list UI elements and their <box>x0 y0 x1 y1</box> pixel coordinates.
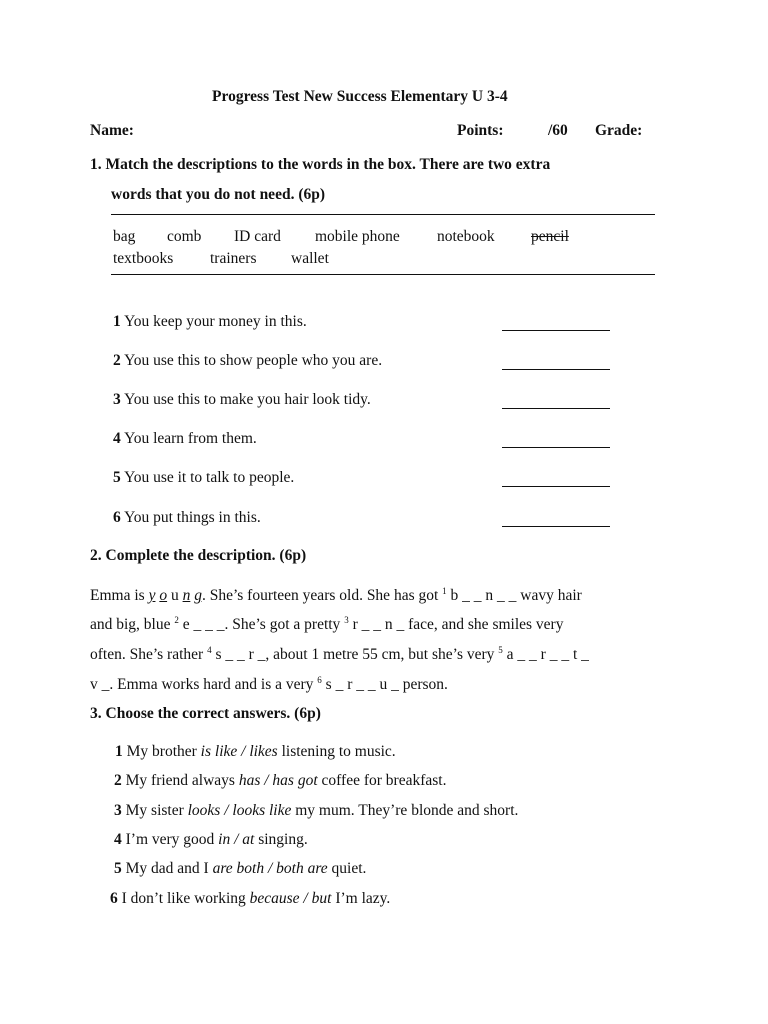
item-text: listening to music. <box>277 743 396 760</box>
item-number: 5 <box>113 469 121 486</box>
item-number: 1 <box>115 743 123 760</box>
item-text: quiet. <box>327 860 367 877</box>
answer-blank[interactable] <box>502 369 610 370</box>
example-letter: n <box>182 587 191 604</box>
item-text: my mum. They’re blonde and short. <box>291 802 519 819</box>
answer-options[interactable]: is like / likes <box>200 743 278 760</box>
ex3-item-6 <box>110 890 390 908</box>
ex3-item-4 <box>114 831 308 849</box>
item-number: 3 <box>114 802 122 819</box>
gap-number: 2 <box>174 615 179 625</box>
gap-4[interactable]: s _ _ r _, about 1 metre 55 cm, but she’s very <box>211 646 499 663</box>
item-text: You use this to show people who you are. <box>124 352 383 369</box>
item-text: coffee for breakfast. <box>317 772 447 789</box>
gap-2[interactable]: e _ _ _. She’s got a pretty <box>178 616 345 633</box>
word-box-top-rule <box>111 214 655 215</box>
answer-blank[interactable] <box>502 408 610 409</box>
ex3-item-3 <box>114 802 518 820</box>
item-number: 4 <box>114 831 122 848</box>
item-number: 4 <box>113 430 121 447</box>
example-letter: y <box>148 587 156 604</box>
gap-3[interactable]: r _ _ n _ face, and she smiles very <box>348 616 564 633</box>
ex2-line-4 <box>90 676 448 694</box>
item-number: 3 <box>113 391 121 408</box>
item-number: 6 <box>110 890 118 907</box>
text-segment: . She’s fourteen years old. She has got <box>201 587 443 604</box>
gap-number: 4 <box>207 645 212 655</box>
item-number: 5 <box>114 860 122 877</box>
example-letter: o <box>159 587 168 604</box>
item-number: 6 <box>113 509 121 526</box>
points-total: /60 <box>548 122 568 139</box>
grade-label: Grade: <box>595 122 643 139</box>
ex3-item-1 <box>115 743 396 761</box>
word-notebook: notebook <box>437 228 495 245</box>
item-text: I’m lazy. <box>331 890 391 907</box>
gap-number: 5 <box>498 645 503 655</box>
word-box-bottom-rule <box>111 274 655 275</box>
word-mobile-phone: mobile phone <box>315 228 400 245</box>
item-text: You use it to talk to people. <box>124 469 295 486</box>
ex2-line-1 <box>90 587 582 605</box>
gap-number: 6 <box>317 675 322 685</box>
word-id-card: ID card <box>234 228 281 245</box>
answer-options[interactable]: are both / both are <box>212 860 328 877</box>
ex1-heading-line1: 1. Match the descriptions to the words in the box. There are two extra <box>90 156 551 173</box>
item-text: You put things in this. <box>124 509 261 526</box>
gap-5[interactable]: a _ _ r _ _ t _ <box>502 646 589 663</box>
answer-options[interactable]: looks / looks like <box>187 802 292 819</box>
word-comb: comb <box>167 228 202 245</box>
word-bag: bag <box>113 228 136 245</box>
item-text: My sister <box>125 802 188 819</box>
answer-blank[interactable] <box>502 486 610 487</box>
name-label: Name: <box>90 122 134 139</box>
gap-number: 1 <box>442 586 447 596</box>
answer-blank[interactable] <box>502 447 610 448</box>
ex2-heading: 2. Complete the description. (6p) <box>90 547 307 564</box>
text-segment: Emma is <box>90 587 149 604</box>
ex1-heading-line2: words that you do not need. (6p) <box>111 186 326 203</box>
item-text: I don’t like working <box>121 890 250 907</box>
item-text: singing. <box>254 831 308 848</box>
answer-options[interactable]: has / has got <box>238 772 318 789</box>
ex3-item-2 <box>114 772 446 790</box>
item-text: You learn from them. <box>124 430 257 447</box>
ex3-heading: 3. Choose the correct answers. (6p) <box>90 705 321 722</box>
item-number: 1 <box>113 313 121 330</box>
answer-options[interactable]: because / but <box>249 890 332 907</box>
page-title: Progress Test New Success Elementary U 3-4 <box>212 88 508 105</box>
example-letter: u <box>170 587 179 604</box>
ex2-line-3 <box>90 646 589 664</box>
text-segment: and big, blue <box>90 616 175 633</box>
word-pencil-crossed: pencil <box>531 228 569 245</box>
item-number: 2 <box>113 352 121 369</box>
points-label: Points: <box>457 122 504 139</box>
example-letter: g <box>194 587 202 604</box>
item-number: 2 <box>114 772 122 789</box>
gap-1[interactable]: b _ _ n _ _ wavy hair <box>446 587 582 604</box>
item-text: I’m very good <box>125 831 219 848</box>
item-text: You keep your money in this. <box>124 313 307 330</box>
answer-blank[interactable] <box>502 330 610 331</box>
text-segment: often. She’s rather <box>90 646 208 663</box>
gap-6[interactable]: s _ r _ _ u _ person. <box>321 676 448 693</box>
word-textbooks: textbooks <box>113 250 174 267</box>
answer-options[interactable]: in / at <box>218 831 255 848</box>
item-text: My dad and I <box>125 860 213 877</box>
word-wallet: wallet <box>291 250 329 267</box>
ex2-line-2 <box>90 616 563 634</box>
item-text: My brother <box>122 743 201 760</box>
gap-number: 3 <box>344 615 349 625</box>
answer-blank[interactable] <box>502 526 610 527</box>
text-segment: v _. Emma works hard and is a very <box>90 676 318 693</box>
item-text: You use this to make you hair look tidy. <box>124 391 371 408</box>
item-text: My friend always <box>125 772 239 789</box>
word-trainers: trainers <box>210 250 257 267</box>
ex3-item-5 <box>114 860 366 878</box>
